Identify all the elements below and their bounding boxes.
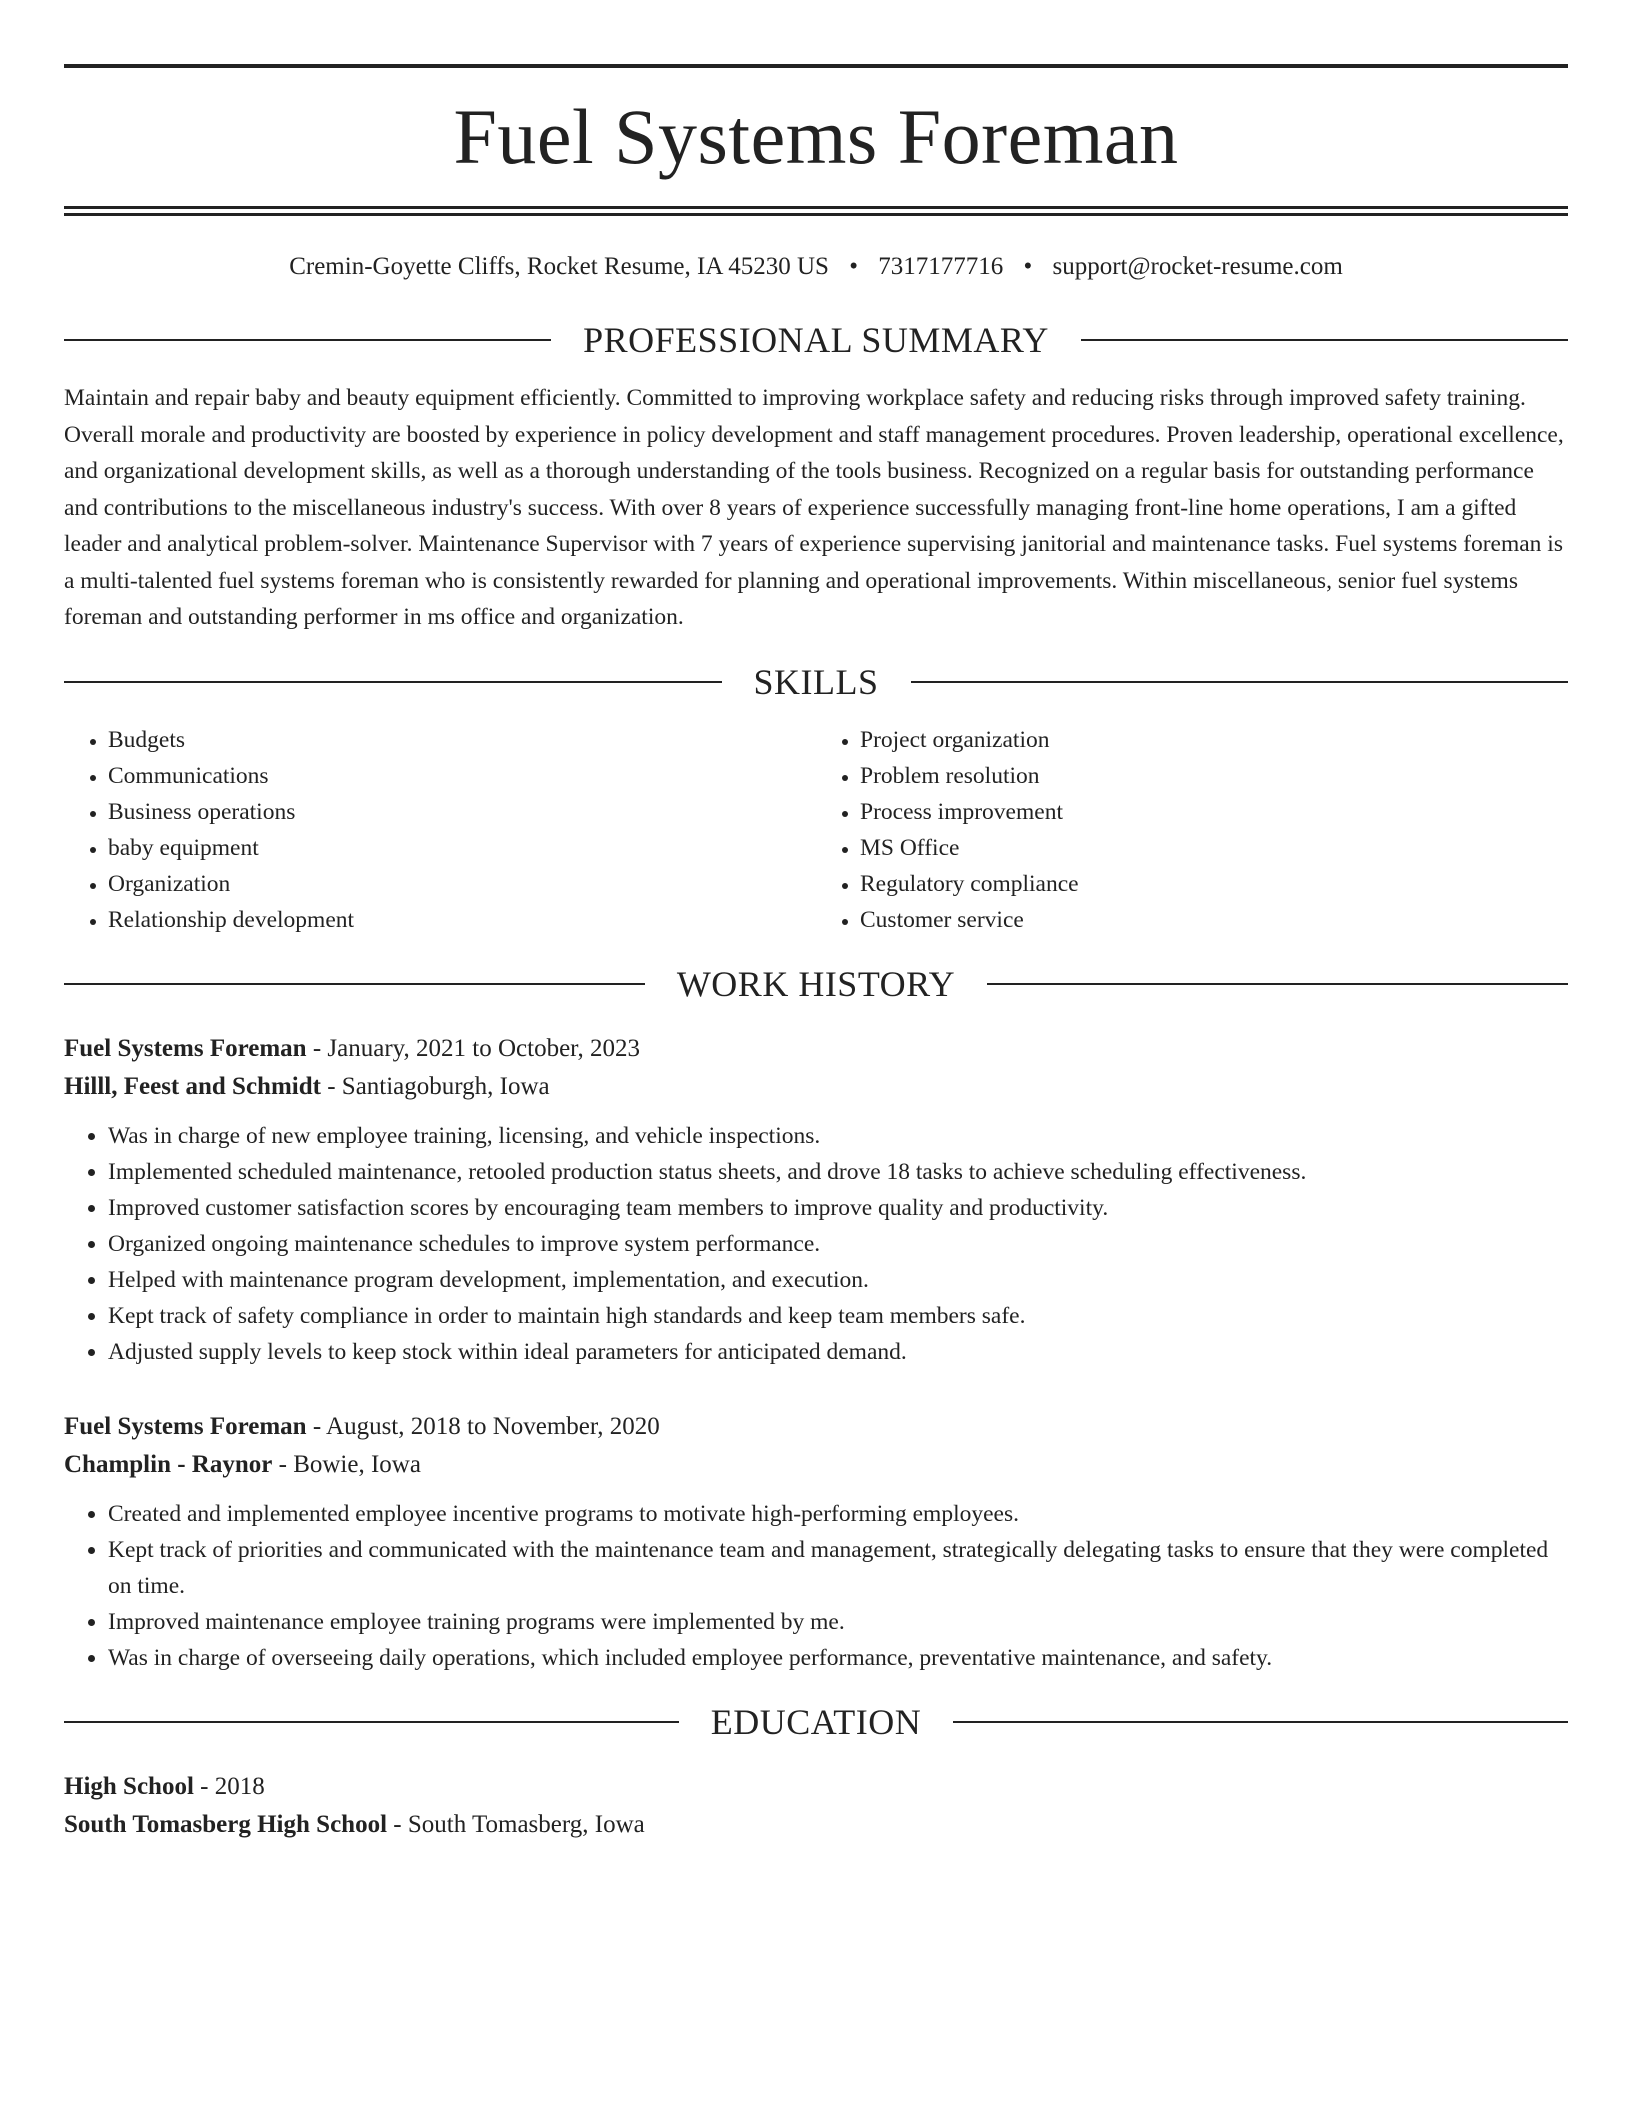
job-bullet: • Kept track of priorities and communicated with the maintenance team and management, strategically delegating tasks to ensure that they were completed on time.	[108, 1532, 1568, 1604]
top-rule	[64, 64, 1568, 68]
section-rule	[64, 339, 551, 341]
education-degree-line	[64, 1768, 1568, 1806]
section-rule	[911, 681, 1569, 683]
contact-separator: •	[849, 253, 858, 280]
section-rule	[1081, 339, 1568, 341]
job-bullet: • Improved maintenance employee training programs were implemented by me.	[108, 1604, 1568, 1640]
education-school-line	[64, 1806, 1568, 1844]
education-school: South Tomasberg High School	[64, 1810, 388, 1838]
skill-item: • Problem resolution	[860, 758, 1568, 794]
job-title: Fuel Systems Foreman	[64, 1412, 307, 1440]
skill-item: • Organization	[108, 866, 816, 902]
job-bullet: • Adjusted supply levels to keep stock within ideal parameters for anticipated demand.	[108, 1334, 1568, 1370]
job-bullet: • Was in charge of overseeing daily operations, which included employee performance, preventative maintenance, and safety.	[108, 1640, 1568, 1676]
job-bullet: • Was in charge of new employee training, licensing, and vehicle inspections.	[108, 1118, 1568, 1154]
education-entry	[64, 1768, 1568, 1844]
job-title: Fuel Systems Foreman	[64, 1034, 307, 1062]
skills-heading: SKILLS	[753, 661, 879, 702]
section-rule	[953, 1721, 1568, 1723]
skill-item: • baby equipment	[108, 830, 816, 866]
job-location: - Santiagoburgh, Iowa	[320, 1072, 550, 1100]
job-bullet: • Improved customer satisfaction scores by encouraging team members to improve quality and productivity.	[108, 1190, 1568, 1226]
skill-item: • Business operations	[108, 794, 816, 830]
job-entry	[64, 1030, 1568, 1370]
job-company: Champlin - Raynor	[64, 1450, 273, 1478]
skill-item: • Budgets	[108, 722, 816, 758]
job-bullet: • Organized ongoing maintenance schedules to improve system performance.	[108, 1226, 1568, 1262]
summary-text: Maintain and repair baby and beauty equipment efficiently. Committed to improving workplace safety and reducing risks through improved safety training. Overall morale and productivity are boosted by experience in policy development and staff management procedures. Proven leadership, operational excellence, and organizational development skills, as well as a thorough understanding of the tools business. Recognized on a regular basis for outstanding performance and contributions to the miscellaneous industry's success. With over 8 years of experience successfully managing front-line home operations, I am a gifted leader and analytical problem-solver. Maintenance Supervisor with 7 years of experience supervising janitorial and maintenance tasks. Fuel systems foreman is a multi-talented fuel systems foreman who is consistently rewarded for planning and operational improvements. Within miscellaneous, senior fuel systems foreman and outstanding performer in ms office and organization.	[64, 385, 1564, 630]
skill-item: • Project organization	[860, 722, 1568, 758]
job-dates: - August, 2018 to November, 2020	[306, 1412, 660, 1440]
job-company-line	[64, 1446, 1568, 1484]
job-title-line	[64, 1030, 1568, 1068]
education-section-header	[64, 1701, 1568, 1742]
education-degree: High School	[64, 1772, 194, 1800]
job-company-line	[64, 1068, 1568, 1106]
contact-separator: •	[1023, 253, 1033, 280]
contact-address: Cremin-Goyette Cliffs, Rocket Resume, IA 45230 US	[289, 253, 829, 280]
job-title-line	[64, 1408, 1568, 1446]
skills-section-header	[64, 661, 1568, 702]
summary-section-header	[64, 322, 1568, 358]
skill-item: • MS Office	[860, 830, 1568, 866]
skills-column-right	[816, 722, 1568, 938]
work-heading: WORK HISTORY	[676, 963, 956, 1004]
job-company: Hilll, Feest and Schmidt	[64, 1072, 321, 1100]
skills-column-left	[64, 722, 816, 938]
skill-item: • Process improvement	[860, 794, 1568, 830]
contact-phone: 7317177716	[878, 253, 1004, 280]
skill-item: • Relationship development	[108, 902, 816, 938]
job-bullet: • Kept track of safety compliance in order to maintain high standards and keep team members safe.	[108, 1298, 1568, 1334]
job-bullets	[64, 1496, 1568, 1676]
job-entry	[64, 1408, 1568, 1676]
work-section-header	[64, 963, 1568, 1004]
job-bullet: • Implemented scheduled maintenance, retooled production status sheets, and drove 18 tasks to achieve scheduling effectiveness.	[108, 1154, 1568, 1190]
resume-name: Fuel Systems Foreman	[453, 93, 1179, 180]
section-rule	[64, 983, 645, 985]
education-location: - South Tomasberg, Iowa	[387, 1810, 645, 1838]
contact-line	[64, 252, 1568, 282]
summary-heading: PROFESSIONAL SUMMARY	[583, 320, 1049, 360]
skill-item: • Regulatory compliance	[860, 866, 1568, 902]
skills-list	[64, 722, 1568, 938]
skill-item: • Customer service	[860, 902, 1568, 938]
section-rule	[987, 983, 1568, 985]
section-rule	[64, 681, 722, 683]
education-year: - 2018	[193, 1772, 265, 1800]
job-bullets	[64, 1118, 1568, 1370]
job-bullet: • Created and implemented employee incentive programs to motivate high-performing employees.	[108, 1496, 1568, 1532]
section-rule	[64, 1721, 679, 1723]
contact-email: support@rocket-resume.com	[1052, 253, 1343, 280]
job-bullet: • Helped with maintenance program development, implementation, and execution.	[108, 1262, 1568, 1298]
skill-item: • Communications	[108, 758, 816, 794]
job-dates: - January, 2021 to October, 2023	[306, 1034, 640, 1062]
education-heading: EDUCATION	[710, 1701, 922, 1742]
job-location: - Bowie, Iowa	[272, 1450, 421, 1478]
double-rule	[64, 206, 1568, 216]
